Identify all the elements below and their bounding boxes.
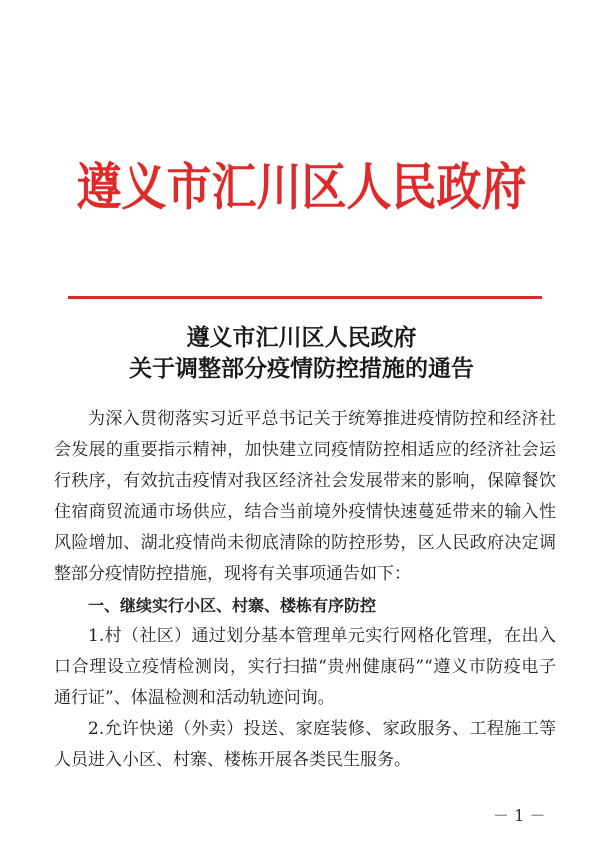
intro-paragraph: 为深入贯彻落实习近平总书记关于统筹推进疫情防控和经济社会发展的重要指示精神，加快建立同疫情防控相适应的经济社会运行秩序，有效抗击疫情对我区经济社会发展带来的影响，保障餐饮住宿商贸流通市场供应，结合当前境外疫情快速蔓延带来的输入性风险增加、湖北疫情尚未彻底清除的防控形势，区人民政府决定调整部分疫情防控措施，现将有关事项通告如下： [54, 409, 556, 584]
section-1-heading: 一、继续实行小区、村寨、楼栋有序防控 [88, 596, 377, 615]
item-2-paragraph: 2.允许快递（外卖）投送、家庭装修、家政服务、工程施工等人员进入小区、村寨、楼栋开展各类民生服务。 [54, 719, 556, 770]
page-number: － 1 － [493, 806, 546, 825]
document-body [54, 404, 556, 776]
issuing-authority-header: 遵义市汇川区人民政府 [76, 157, 527, 217]
document-title-line-1: 遵义市汇川区人民政府 [186, 324, 417, 351]
document-title-line-2: 关于调整部分疫情防控措施的通告 [129, 355, 474, 382]
item-1-paragraph: 1.村（社区）通过划分基本管理单元实行网格化管理，在出入口合理设立疫情检测岗，实行扫描“贵州健康码”“遵义市防疫电子通行证”、体温检测和活动轨迹问询。 [54, 626, 556, 708]
red-divider-line [68, 296, 542, 299]
